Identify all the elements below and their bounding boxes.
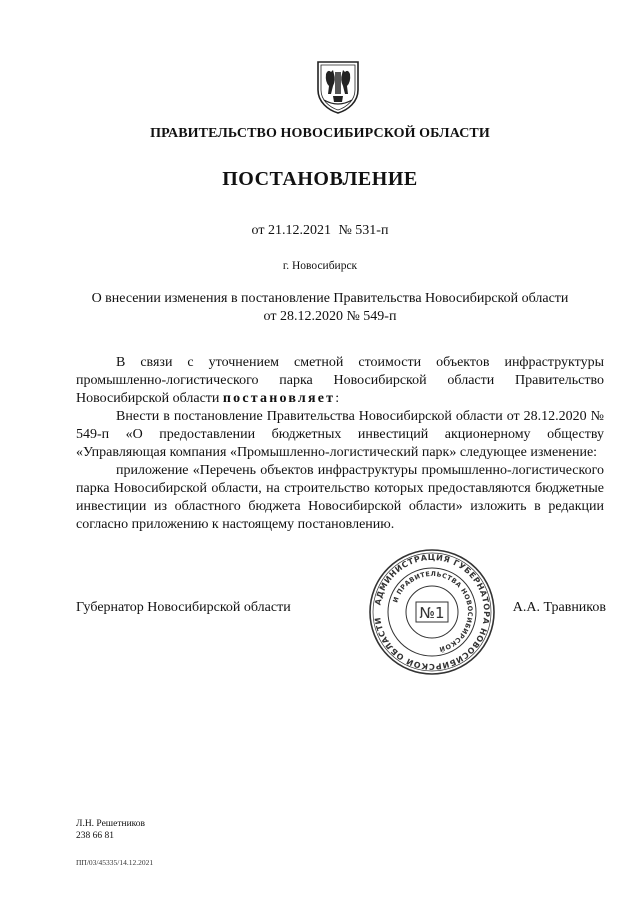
paragraph-1-text: В связи с уточнением сметной стоимости объектов инфраструктуры промышленно-логистического парка Новосибирской области Правительство Новосибирской области [76, 355, 604, 406]
signatory-name: А.А. Травников [512, 600, 606, 615]
paragraph-1 [76, 354, 604, 408]
subject-line-1: О внесении изменения в постановление Правительства Новосибирской области [91, 291, 569, 306]
official-stamp-seal [368, 548, 496, 676]
signatory-position: Губернатор Новосибирской области [76, 600, 291, 615]
government-heading: ПРАВИТЕЛЬСТВО НОВОСИБИРСКОЙ ОБЛАСТИ [150, 126, 490, 141]
resolution-word: постановляет [222, 391, 336, 406]
document-type-title: ПОСТАНОВЛЕНИЕ [222, 168, 418, 190]
svg-text:И ПРАВИТЕЛЬСТВА НОВОСИБИРСКОЙ: И ПРАВИТЕЛЬСТВА НОВОСИБИРСКОЙ [391, 569, 475, 654]
document-number: № 531-п [338, 223, 389, 238]
document-date: от 21.12.2021 [251, 223, 331, 238]
paragraph-3: приложение «Перечень объектов инфраструктуры промышленно-логистического парка Новосибирской области, на строительство которых предоставляются бюджетные инвестиции из областного бюджета Новосибирской области» изложить в редакции согласно приложению к настоящему постановлению. [76, 463, 604, 532]
svg-text:АДМИНИСТРАЦИЯ ГУБЕРНАТОРА НОВО: АДМИНИСТРАЦИЯ ГУБЕРНАТОРА НОВОСИБИРСКОЙ ОБЛАСТИ [373, 552, 492, 672]
executor-phone: 238 66 81 [76, 831, 114, 841]
paragraph-1-end: : [335, 391, 340, 406]
date-number-line [0, 223, 640, 239]
executor-info [76, 818, 145, 842]
paragraph-2: Внести в постановление Правительства Новосибирской области от 28.12.2020 № 549-п «О предоставлении бюджетных инвестиций акционерному обществу «Управляющая компания «Промышленно-логистический парк» следующее изменение: [76, 409, 604, 460]
document-subject [60, 290, 600, 326]
coat-of-arms-emblem [316, 60, 360, 114]
svg-text:№1: №1 [419, 604, 445, 622]
subject-line-2: от 28.12.2020 № 549-п [263, 309, 397, 324]
city-line: г. Новосибирск [282, 260, 358, 272]
document-registry-id: ПП/03/45335/14.12.2021 [76, 858, 154, 867]
executor-name: Л.Н. Решетников [76, 819, 146, 829]
document-body [76, 354, 604, 534]
